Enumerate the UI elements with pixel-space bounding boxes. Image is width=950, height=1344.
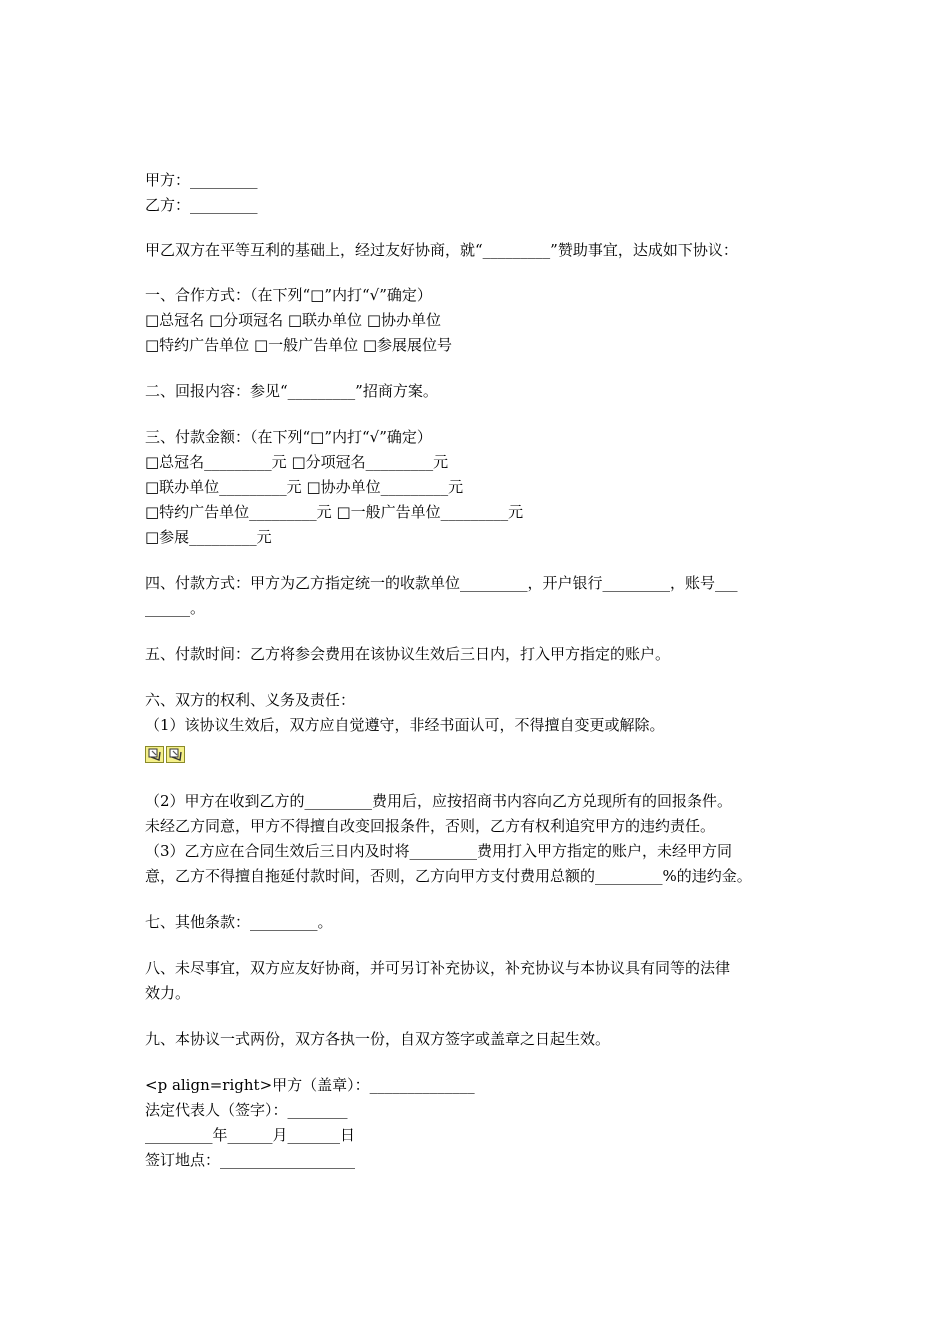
signature-date: _________年______月_______日: [145, 1126, 356, 1144]
section-3-line-3: □特约广告单位_________元 □一般广告单位_________元: [145, 503, 524, 521]
signature-location: 签订地点：__________________: [145, 1151, 356, 1169]
section-6-title: 六、双方的权利、义务及责任：: [145, 691, 356, 709]
section-9: 九、本协议一式两份，双方各执一份，自双方签字或盖章之日起生效。: [145, 1030, 611, 1048]
section-3-line-4: □参展_________元: [145, 528, 272, 546]
broken-image-icon: [145, 746, 164, 763]
section-8-line-2: 效力。: [145, 984, 191, 1002]
signature-party-a: <p align=right>甲方（盖章）：______________: [145, 1076, 475, 1094]
broken-image-icons: [145, 746, 825, 768]
section-1-title: 一、合作方式：（在下列“□”内打“√”确定）: [145, 286, 432, 304]
section-6-item-2-line-2: 未经乙方同意，甲方不得擅自改变回报条件，否则，乙方有权利追究甲方的违约责任。: [145, 817, 716, 835]
section-5: 五、付款时间：乙方将参会费用在该协议生效后三日内，打入甲方指定的账户。: [145, 645, 671, 663]
section-6-item-1: （1）该协议生效后，双方应自觉遵守，非经书面认可，不得擅自变更或解除。: [145, 716, 665, 734]
section-1-options-2: □特约广告单位 □一般广告单位 □参展展位号: [145, 336, 453, 354]
section-1-options-1: □总冠名 □分项冠名 □联办单位 □协办单位: [145, 311, 441, 329]
section-2: 二、回报内容：参见“_________”招商方案。: [145, 382, 438, 400]
section-3-title: 三、付款金额：（在下列“□”内打“√”确定）: [145, 428, 432, 446]
party-a-line: 甲方：_________: [145, 171, 258, 189]
intro-paragraph: 甲乙双方在平等互利的基础上，经过友好协商，就“_________”赞助事宜，达成如下协议：: [145, 241, 738, 259]
section-3-line-1: □总冠名_________元 □分项冠名_________元: [145, 453, 449, 471]
signature-legal-rep: 法定代表人（签字）：________: [145, 1101, 348, 1119]
party-b-line: 乙方：_________: [145, 196, 258, 214]
section-7: 七、其他条款：_________。: [145, 913, 333, 931]
section-8-line-1: 八、未尽事宜，双方应友好协商，并可另订补充协议，补充协议与本协议具有同等的法律: [145, 959, 731, 977]
section-3-line-2: □联办单位_________元 □协办单位_________元: [145, 478, 464, 496]
section-6-item-3-line-2: 意，乙方不得擅自拖延付款时间，否则，乙方向甲方支付费用总额的_________%的违约金。: [145, 867, 752, 885]
section-6-item-2-line-1: （2）甲方在收到乙方的_________费用后，应按招商书内容向乙方兑现所有的回报条件。: [145, 792, 733, 810]
section-6-item-3-line-1: （3）乙方应在合同生效后三日内及时将_________费用打入甲方指定的账户，未经甲方同: [145, 842, 733, 860]
agreement-document: [145, 168, 825, 1173]
broken-image-icon: [166, 746, 185, 763]
section-4-line-1: 四、付款方式：甲方为乙方指定统一的收款单位_________，开户银行_________，账号___: [145, 574, 738, 592]
section-4-line-2: ______。: [145, 599, 206, 617]
